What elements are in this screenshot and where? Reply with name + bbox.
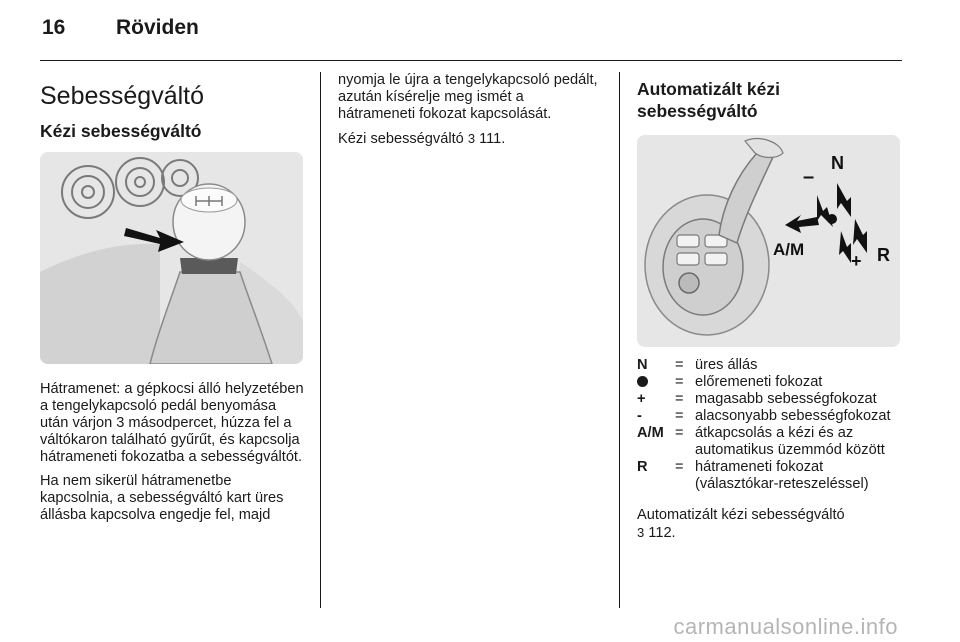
forward-gear-dot-icon bbox=[637, 376, 648, 387]
page-number: 16 bbox=[42, 16, 66, 39]
automated-transmission-ref-page: 112. bbox=[648, 525, 676, 541]
diagram-label-r: R bbox=[877, 245, 890, 265]
page-ref-arrow-icon: 3 bbox=[637, 525, 645, 540]
column-2 bbox=[338, 72, 604, 155]
header-rule bbox=[40, 60, 902, 61]
legend-row-forward: = előremeneti fokozat bbox=[637, 374, 903, 391]
gearshift-drawing bbox=[40, 152, 303, 364]
column-1 bbox=[40, 72, 306, 531]
legend-row-am: A/M = átkapcsolás a kézi és az automatikus üzemmód között bbox=[637, 425, 885, 458]
column-divider-2 bbox=[619, 72, 620, 608]
diagram-label-minus: – bbox=[803, 166, 815, 188]
manual-transmission-ref-page: 111. bbox=[479, 131, 506, 147]
manual-transmission-heading: Kézi sebességváltó bbox=[40, 121, 202, 141]
manual-transmission-reference: Kézi sebességváltó 3 111. bbox=[338, 131, 506, 147]
diagram-label-am: A/M bbox=[773, 240, 805, 259]
reverse-failure-continued: nyomja le újra a tengelykapcsoló pedált, azután kísérelje meg ismét a hátrameneti fokozat kapcsolását. bbox=[338, 72, 598, 122]
page-header bbox=[42, 16, 199, 40]
automated-transmission-heading: Automatizált kézi sebességváltó bbox=[637, 79, 780, 121]
legend-row-r: R = hátrameneti fokozat (választókar-reteszeléssel) bbox=[637, 459, 869, 492]
reverse-instruction: Hátramenet: a gépkocsi álló helyzetében a tengelykapcsoló pedál benyomása után várjon 3 másodpercet, húzza fel a váltókaron található gyűrűt, és kapcsolja hátrameneti fokozatba a sebességváltót. bbox=[40, 381, 304, 465]
selector-lever-diagram bbox=[637, 135, 900, 347]
manual-gearshift-illustration bbox=[40, 152, 303, 364]
selector-legend bbox=[637, 357, 903, 493]
legend-row-plus: + = magasabb sebességfokozat bbox=[637, 391, 877, 407]
diagram-label-plus: + bbox=[851, 251, 862, 271]
diagram-label-n: N bbox=[831, 153, 844, 173]
legend-row-n: N = üres állás bbox=[637, 357, 758, 373]
column-3 bbox=[637, 72, 903, 549]
reverse-failure-text: Ha nem sikerül hátramenetbe kapcsolnia, a sebességváltó kart üres állásba kapcsolva engedje fel, majd bbox=[40, 473, 284, 523]
page-ref-arrow-icon: 3 bbox=[467, 131, 476, 146]
selector-drawing bbox=[637, 135, 900, 347]
legend-row-minus: - = alacsonyabb sebességfokozat bbox=[637, 408, 891, 424]
page-title: Sebességváltó bbox=[40, 82, 205, 110]
automated-transmission-reference: Automatizált kézi sebességváltó 3 112. bbox=[637, 507, 845, 541]
watermark: carmanualsonline.info bbox=[673, 614, 898, 639]
section-title: Röviden bbox=[116, 16, 199, 39]
column-divider-1 bbox=[320, 72, 321, 608]
